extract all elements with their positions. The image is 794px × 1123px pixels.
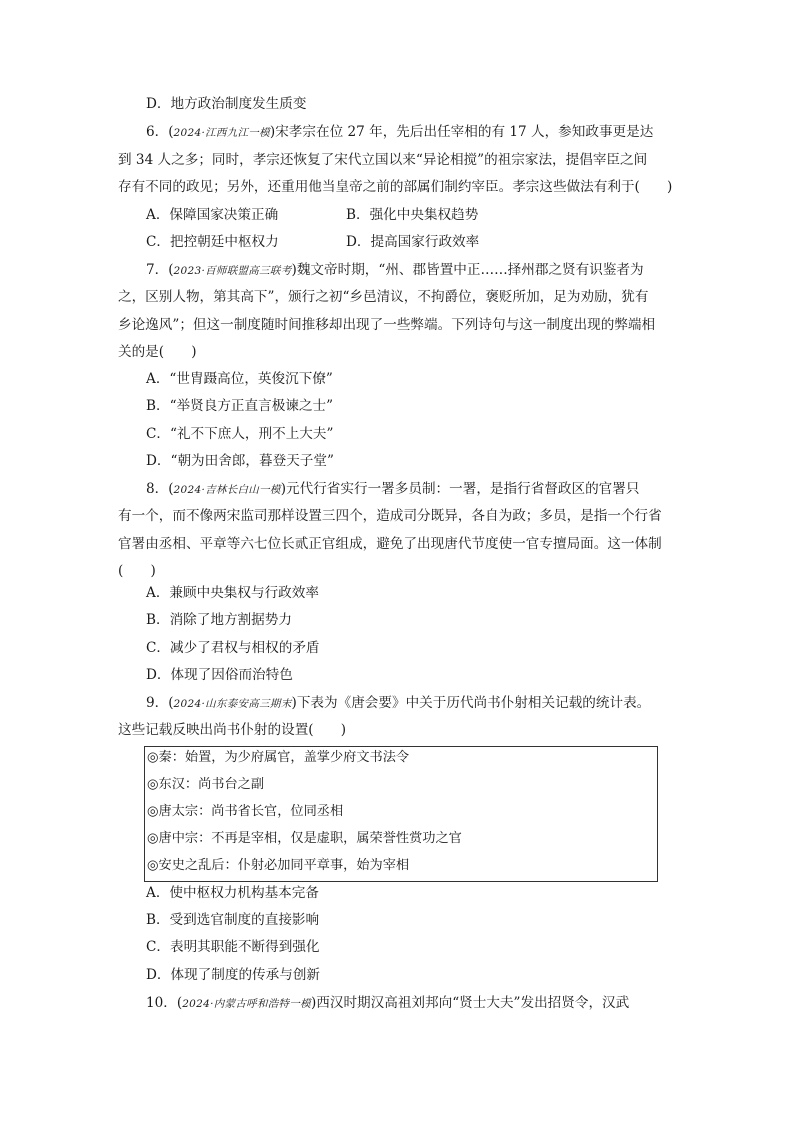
q6-source: 2024·江西九江一模 bbox=[173, 127, 270, 139]
q9-stem-line2: 这些记载反映出尚书仆射的设置( ) bbox=[118, 722, 347, 738]
q9-option-a[interactable]: A．使中枢权力机构基本完备 bbox=[146, 885, 319, 901]
q8-stem-line2: 有一个，而不像两宋监司那样设置三四个，造成司分既异，各自为政；多员，是指一个行省 bbox=[118, 508, 662, 524]
q5-option-d: D．地方政治制度发生质变 bbox=[146, 96, 307, 112]
table-row: ◎唐中宗：不再是宰相，仅是虚职，属荣誉性赏功之官 bbox=[147, 831, 462, 846]
q6-option-c[interactable]: C．把控朝廷中枢权力 bbox=[146, 234, 279, 250]
q8-stem-line3: 官署由丞相、平章等六七位长贰正官组成，避免了出现唐代节度使一官专擅局面。这一体制 bbox=[118, 536, 662, 552]
q6-stem-text1: )宋孝宗在位 27 年，先后出任宰相的有 17 人，参知政事更是达 bbox=[269, 124, 654, 140]
q7-option-c[interactable]: C．“礼不下庶人，刑不上大夫” bbox=[146, 426, 334, 442]
q8-stem-line1 bbox=[146, 480, 686, 499]
q6-option-a[interactable]: A．保障国家决策正确 bbox=[146, 207, 279, 223]
q8-option-a[interactable]: A．兼顾中央集权与行政效率 bbox=[146, 585, 319, 601]
q6-number: 6．( bbox=[146, 124, 174, 140]
q7-stem-line2: 之，区别人物，第其高下”，颁行之初“乡邑清议，不拘爵位，褒贬所加，足为劝励，犹有 bbox=[118, 289, 649, 305]
q9-stem-line1 bbox=[146, 694, 686, 713]
table-row: ◎唐太宗：尚书省长官，位同丞相 bbox=[147, 804, 344, 819]
table-row: ◎安史之乱后：仆射必加同平章事，始为宰相 bbox=[147, 858, 410, 873]
q9-option-d[interactable]: D．体现了制度的传承与创新 bbox=[146, 967, 321, 983]
q7-stem-text1: )魏文帝时期，“州、郡皆置中正……择州郡之贤有识鉴者为 bbox=[291, 262, 644, 278]
q7-number: 7．( bbox=[146, 262, 174, 278]
q7-option-d[interactable]: D．“朝为田舍郎，暮登天子堂” bbox=[146, 453, 334, 469]
q7-source: 2023·百师联盟高三联考 bbox=[173, 265, 292, 277]
q7-option-a[interactable]: A．“世胄蹑高位，英俊沉下僚” bbox=[146, 371, 333, 387]
q7-stem-line1 bbox=[146, 261, 686, 280]
q9-stem-text1: )下表为《唐会要》中关于历代尚书仆射相关记载的统计表。 bbox=[291, 695, 651, 711]
q8-stem-text1: )元代行省实行一署多员制：一署，是指行省督政区的官署只 bbox=[280, 481, 640, 497]
q10-stem-text1: )西汉时期汉高祖刘邦向“贤士大夫”发出招贤令，汉武 bbox=[310, 995, 630, 1011]
q7-stem-line4: 关的是( ) bbox=[118, 344, 197, 360]
q9-option-b[interactable]: B．受到选官制度的直接影响 bbox=[146, 912, 320, 928]
q10-stem-line1 bbox=[146, 994, 686, 1013]
q9-record-table bbox=[144, 746, 658, 882]
q6-option-d[interactable]: D．提高国家行政效率 bbox=[346, 234, 480, 250]
q7-stem-line3: 乡论逸风”；但这一制度随时间推移却出现了一些弊端。下列诗句与这一制度出现的弊端相 bbox=[118, 317, 656, 333]
q6-stem-line2: 到 34 人之多；同时，孝宗还恢复了宋代立国以来“异论相搅”的祖宗家法，提倡宰臣之间 bbox=[118, 152, 648, 168]
q8-option-b[interactable]: B．消除了地方割据势力 bbox=[146, 612, 292, 628]
q8-stem-line4: ( ) bbox=[118, 563, 156, 579]
q7-option-b[interactable]: B．“举贤良方正直言极谏之士” bbox=[146, 398, 334, 414]
q8-option-c[interactable]: C．减少了君权与相权的矛盾 bbox=[146, 640, 320, 656]
table-row: ◎东汉：尚书台之副 bbox=[147, 777, 265, 792]
q8-option-d[interactable]: D．体现了因俗而治特色 bbox=[146, 667, 293, 683]
q8-source: 2024·吉林长白山一模 bbox=[173, 484, 281, 496]
q9-source: 2024·山东泰安高三期末 bbox=[173, 698, 292, 710]
table-row: ◎秦：始置，为少府属官，盖掌少府文书法令 bbox=[147, 750, 410, 765]
q6-stem-line3: 存有不同的政见；另外，还重用他当皇帝之前的部属们制约宰臣。孝宗这些做法有利于( ) bbox=[118, 179, 673, 195]
q9-number: 9．( bbox=[146, 695, 174, 711]
q8-number: 8．( bbox=[146, 481, 174, 497]
q6-stem-line1 bbox=[146, 123, 686, 142]
q10-number: 10．( bbox=[146, 995, 183, 1011]
q9-option-c[interactable]: C．表明其职能不断得到强化 bbox=[146, 939, 320, 955]
q10-source: 2024·内蒙古呼和浩特一模 bbox=[182, 998, 311, 1010]
q6-option-b[interactable]: B．强化中央集权趋势 bbox=[346, 207, 479, 223]
